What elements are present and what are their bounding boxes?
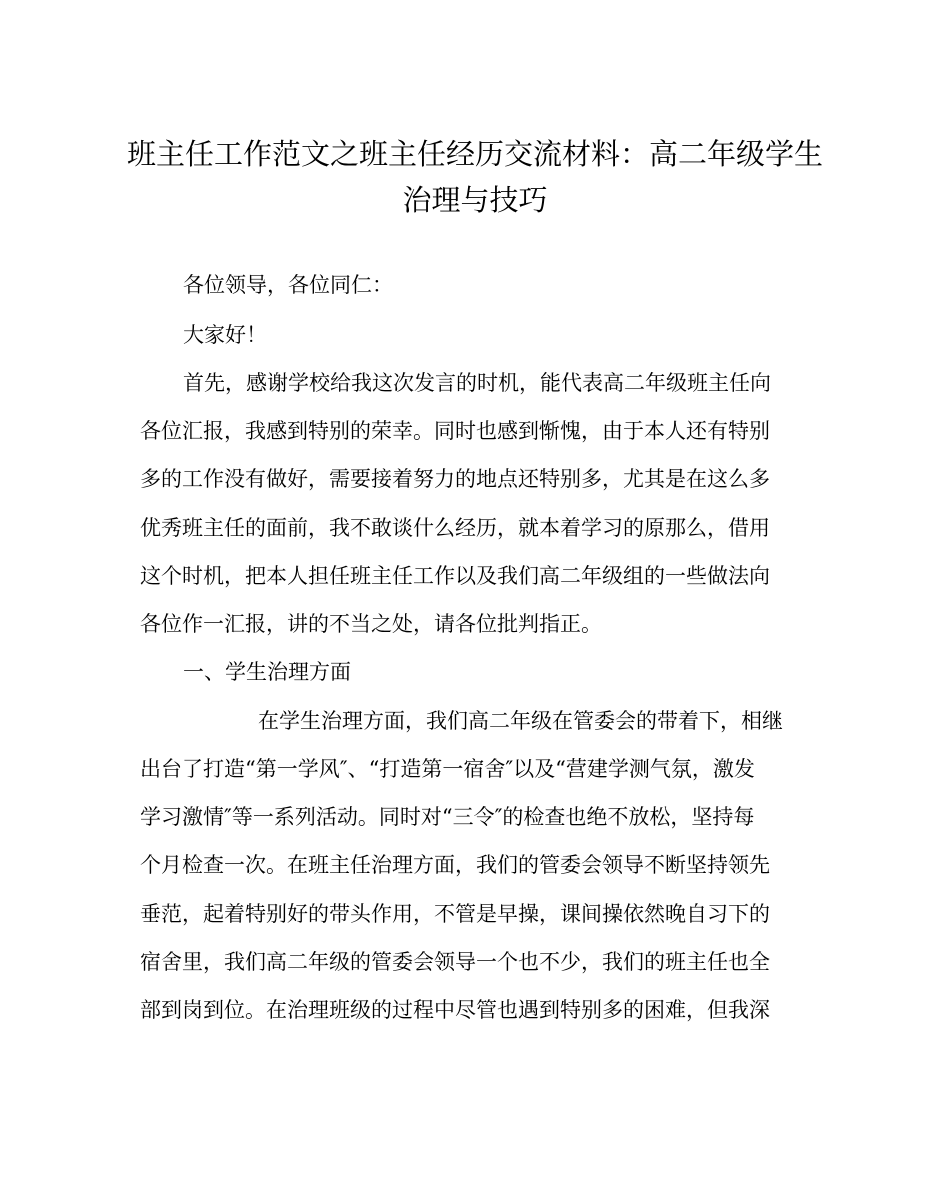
section-heading: 一、学生治理方面 (183, 660, 351, 684)
paragraph-line: 在学生治理方面，我们高二年级在管委会的带着下，相继 (258, 709, 783, 733)
paragraph-line: 各位汇报，我感到特别的荣幸。同时也感到惭愧，由于本人还有特别 (140, 419, 770, 443)
greeting: 大家好！ (183, 323, 267, 347)
document-title-line-2: 治理与技巧 (402, 183, 548, 217)
salutation: 各位领导，各位同仁： (183, 273, 393, 297)
paragraph-line: 个月检查一次。在班主任治理方面，我们的管委会领导不断坚持领先 (140, 853, 770, 877)
paragraph-line: 宿舍里，我们高二年级的管委会领导一个也不少，我们的班主任也全 (140, 950, 770, 974)
paragraph-line: 首先，感谢学校给我这次发言的时机，能代表高二年级班主任向 (183, 371, 771, 395)
paragraph-line: 优秀班主任的面前，我不敢谈什么经历，就本着学习的原那么，借用 (140, 516, 770, 540)
paragraph-line: 各位作一汇报，讲的不当之处，请各位批判指正。 (140, 612, 602, 636)
document-title-line-1: 班主任工作范文之班主任经历交流材料：高二年级学生 (126, 137, 823, 171)
paragraph-line: 学习激情″等一系列活动。同时对“三令″的检查也绝不放松，坚持每 (140, 805, 755, 829)
paragraph-line: 多的工作没有做好，需要接着努力的地点还特别多，尤其是在这么多 (140, 467, 770, 491)
paragraph-line: 垂范，起着特别好的带头作用，不管是早操，课间操依然晚自习下的 (140, 902, 770, 926)
paragraph-line: 部到岗到位。在治理班级的过程中尽管也遇到特别多的困难，但我深 (140, 998, 770, 1022)
paragraph-line: 出台了打造“第一学风″、“打造第一宿舍″以及“营建学测气氛，激发 (140, 757, 755, 781)
paragraph-line: 这个时机，把本人担任班主任工作以及我们高二年级组的一些做法向 (140, 564, 770, 588)
